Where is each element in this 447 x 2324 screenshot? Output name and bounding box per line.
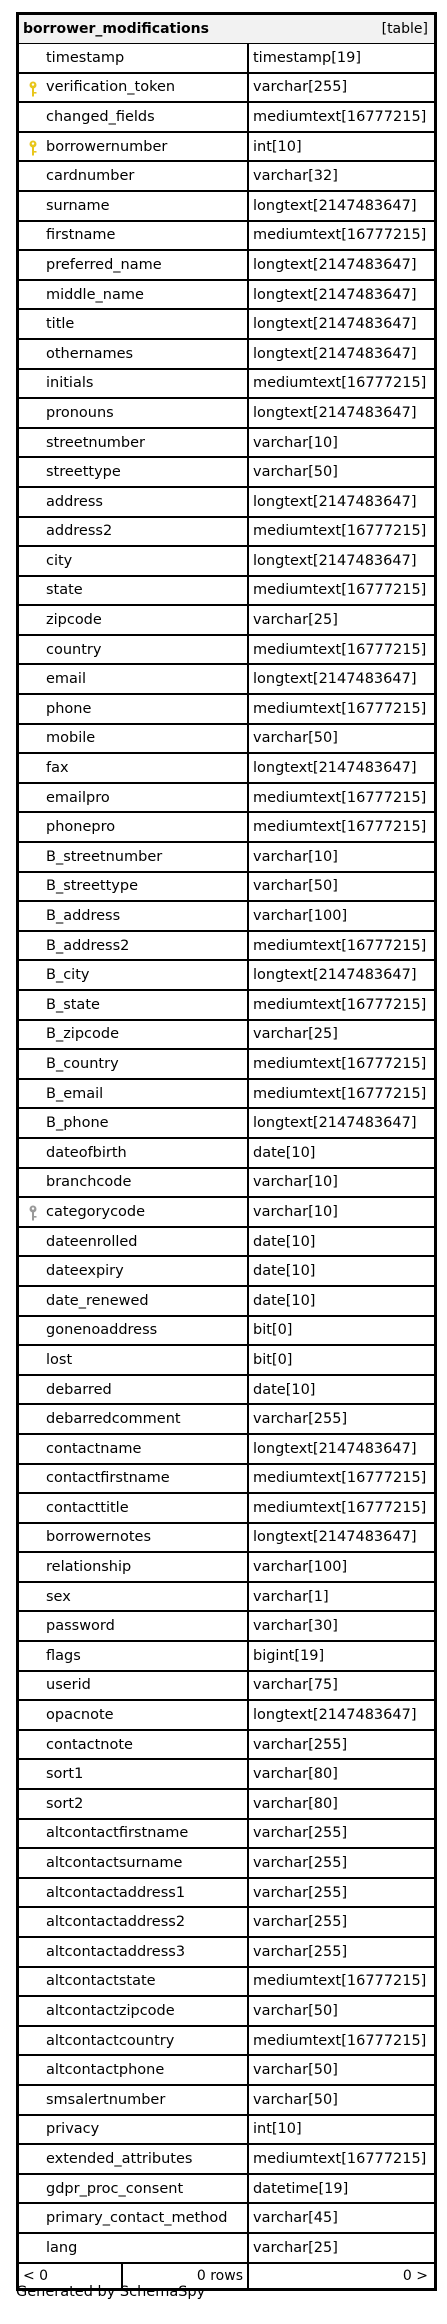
column-name: altcontactzipcode — [19, 1997, 249, 2025]
column-row — [19, 932, 434, 962]
column-row — [19, 1879, 434, 1909]
column-name: lost — [19, 1346, 249, 1374]
column-row — [19, 103, 434, 133]
column-type: varchar[255] — [253, 1825, 348, 1842]
column-row — [19, 162, 434, 192]
column-row — [19, 1672, 434, 1702]
column-type: mediumtext[16777215] — [253, 789, 427, 806]
column-type: int[10] — [253, 2121, 302, 2138]
column-type: varchar[255] — [253, 1855, 348, 1872]
column-name: firstname — [19, 222, 249, 250]
column-type: mediumtext[16777215] — [253, 1085, 427, 1102]
table-name: borrower_modifications — [23, 21, 209, 37]
column-type: varchar[25] — [253, 2239, 338, 2256]
footer-left: < 0 — [19, 2264, 123, 2288]
column-name: password — [19, 1612, 249, 1640]
column-type: longtext[2147483647] — [253, 1529, 417, 1546]
column-row — [19, 192, 434, 222]
column-name: contactname — [19, 1435, 249, 1463]
column-row — [19, 1169, 434, 1199]
column-row — [19, 1376, 434, 1406]
column-type: longtext[2147483647] — [253, 197, 417, 214]
column-row — [19, 1849, 434, 1879]
table-header — [19, 15, 434, 44]
column-name: verification_token — [19, 74, 249, 102]
column-name: B_zipcode — [19, 1021, 249, 1049]
column-row — [19, 1287, 434, 1317]
column-type: mediumtext[16777215] — [253, 375, 427, 392]
column-name: altcontactstate — [19, 1968, 249, 1996]
column-type: varchar[50] — [253, 464, 338, 481]
column-row — [19, 458, 434, 488]
column-type: bit[0] — [253, 1351, 293, 1368]
column-type: mediumtext[16777215] — [253, 819, 427, 836]
column-type: varchar[45] — [253, 2210, 338, 2227]
primary-key-icon — [27, 81, 39, 97]
column-row — [19, 281, 434, 311]
column-row — [19, 547, 434, 577]
column-row — [19, 2116, 434, 2146]
column-type: varchar[255] — [253, 1884, 348, 1901]
column-name: contactfirstname — [19, 1465, 249, 1493]
column-row — [19, 1080, 434, 1110]
column-type: varchar[32] — [253, 168, 338, 185]
column-name: sort2 — [19, 1790, 249, 1818]
column-name: city — [19, 547, 249, 575]
column-name: surname — [19, 192, 249, 220]
column-name: contactnote — [19, 1731, 249, 1759]
column-type: bit[0] — [253, 1322, 293, 1339]
column-row — [19, 340, 434, 370]
column-row — [19, 1435, 434, 1465]
column-type: varchar[10] — [253, 1174, 338, 1191]
column-name: branchcode — [19, 1169, 249, 1197]
column-name: gdpr_proc_consent — [19, 2175, 249, 2203]
column-name: altcontactaddress3 — [19, 1938, 249, 1966]
column-name: sort1 — [19, 1760, 249, 1788]
column-name: date_renewed — [19, 1287, 249, 1315]
column-row — [19, 1198, 434, 1228]
column-row — [19, 1701, 434, 1731]
column-row — [19, 991, 434, 1021]
column-type: mediumtext[16777215] — [253, 2150, 427, 2167]
column-name: B_country — [19, 1050, 249, 1078]
column-name: altcontactaddress2 — [19, 1908, 249, 1936]
column-name: othernames — [19, 340, 249, 368]
column-name: lang — [19, 2234, 249, 2262]
column-type: varchar[25] — [253, 612, 338, 629]
column-row — [19, 577, 434, 607]
column-name: gonenoaddress — [19, 1317, 249, 1345]
column-name: initials — [19, 370, 249, 398]
column-row — [19, 1317, 434, 1347]
column-type: varchar[50] — [253, 2091, 338, 2108]
column-type: bigint[19] — [253, 1647, 325, 1664]
column-row — [19, 2027, 434, 2057]
column-type: timestamp[19] — [253, 49, 361, 66]
column-name: fax — [19, 754, 249, 782]
column-type: date[10] — [253, 1144, 316, 1161]
column-row — [19, 1465, 434, 1495]
column-type: varchar[255] — [253, 79, 348, 96]
column-type: varchar[75] — [253, 1677, 338, 1694]
column-name: opacnote — [19, 1701, 249, 1729]
column-name: middle_name — [19, 281, 249, 309]
column-name: phonepro — [19, 813, 249, 841]
column-type: varchar[100] — [253, 908, 348, 925]
column-type: longtext[2147483647] — [253, 760, 417, 777]
column-type: longtext[2147483647] — [253, 345, 417, 362]
column-name: email — [19, 665, 249, 693]
column-type: longtext[2147483647] — [253, 552, 417, 569]
column-type: mediumtext[16777215] — [253, 1499, 427, 1516]
column-name: B_state — [19, 991, 249, 1019]
column-row — [19, 1109, 434, 1139]
column-row — [19, 1820, 434, 1850]
column-name: altcontactfirstname — [19, 1820, 249, 1848]
column-row — [19, 2234, 434, 2264]
column-row — [19, 429, 434, 459]
column-type: date[10] — [253, 1263, 316, 1280]
column-type: varchar[255] — [253, 1914, 348, 1931]
column-name: debarredcomment — [19, 1405, 249, 1433]
column-row — [19, 222, 434, 252]
column-type: varchar[50] — [253, 878, 338, 895]
column-type: date[10] — [253, 1233, 316, 1250]
column-name: altcontactaddress1 — [19, 1879, 249, 1907]
column-row — [19, 74, 434, 104]
column-type: longtext[2147483647] — [253, 256, 417, 273]
column-row — [19, 725, 434, 755]
column-name: altcontactsurname — [19, 1849, 249, 1877]
column-name: borrowernotes — [19, 1524, 249, 1552]
generated-by-text: Generated by SchemaSpy — [16, 2284, 206, 2300]
column-row — [19, 1139, 434, 1169]
column-row — [19, 636, 434, 666]
column-type: mediumtext[16777215] — [253, 227, 427, 244]
column-type: longtext[2147483647] — [253, 1115, 417, 1132]
column-name: phone — [19, 695, 249, 723]
column-type: varchar[255] — [253, 1736, 348, 1753]
column-name: borrowernumber — [19, 133, 249, 161]
column-name: userid — [19, 1672, 249, 1700]
column-row — [19, 399, 434, 429]
column-row — [19, 2056, 434, 2086]
column-type: varchar[1] — [253, 1588, 329, 1605]
column-name: title — [19, 310, 249, 338]
column-row — [19, 518, 434, 548]
column-row — [19, 1228, 434, 1258]
column-row — [19, 1257, 434, 1287]
column-row — [19, 2204, 434, 2234]
column-row — [19, 695, 434, 725]
column-name: altcontactcountry — [19, 2027, 249, 2055]
column-type: mediumtext[16777215] — [253, 641, 427, 658]
column-name: B_address2 — [19, 932, 249, 960]
column-row — [19, 310, 434, 340]
column-row — [19, 843, 434, 873]
column-row — [19, 1021, 434, 1051]
column-row — [19, 1553, 434, 1583]
column-name: streetnumber — [19, 429, 249, 457]
column-name: B_streettype — [19, 873, 249, 901]
column-type: mediumtext[16777215] — [253, 996, 427, 1013]
column-type: int[10] — [253, 138, 302, 155]
column-row — [19, 1968, 434, 1998]
column-name: relationship — [19, 1553, 249, 1581]
column-type: varchar[80] — [253, 1766, 338, 1783]
column-row — [19, 1731, 434, 1761]
column-type: varchar[10] — [253, 848, 338, 865]
column-type: varchar[100] — [253, 1559, 348, 1576]
column-type: longtext[2147483647] — [253, 1440, 417, 1457]
column-row — [19, 1494, 434, 1524]
column-name: state — [19, 577, 249, 605]
column-row — [19, 1642, 434, 1672]
column-row — [19, 2145, 434, 2175]
column-row — [19, 1524, 434, 1554]
column-list — [19, 44, 434, 2264]
column-type: mediumtext[16777215] — [253, 523, 427, 540]
column-type: mediumtext[16777215] — [253, 1973, 427, 1990]
column-row — [19, 813, 434, 843]
column-type: longtext[2147483647] — [253, 404, 417, 421]
column-name: primary_contact_method — [19, 2204, 249, 2232]
column-row — [19, 1938, 434, 1968]
column-row — [19, 370, 434, 400]
column-name: changed_fields — [19, 103, 249, 131]
column-type: date[10] — [253, 1292, 316, 1309]
column-name: smsalertnumber — [19, 2086, 249, 2114]
column-name: debarred — [19, 1376, 249, 1404]
column-type: varchar[50] — [253, 2062, 338, 2079]
column-type: varchar[80] — [253, 1795, 338, 1812]
column-type: varchar[30] — [253, 1618, 338, 1635]
column-name: emailpro — [19, 784, 249, 812]
column-row — [19, 665, 434, 695]
column-type: longtext[2147483647] — [253, 967, 417, 984]
column-name: cardnumber — [19, 162, 249, 190]
column-name: categorycode — [19, 1198, 249, 1226]
table-node — [16, 12, 437, 2291]
column-type: longtext[2147483647] — [253, 316, 417, 333]
column-name: B_city — [19, 961, 249, 989]
column-type: varchar[50] — [253, 730, 338, 747]
column-row — [19, 1405, 434, 1435]
column-name: preferred_name — [19, 251, 249, 279]
column-row — [19, 133, 434, 163]
column-type: mediumtext[16777215] — [253, 108, 427, 125]
column-type: varchar[50] — [253, 2002, 338, 2019]
column-name: streettype — [19, 458, 249, 486]
column-row — [19, 1790, 434, 1820]
column-row — [19, 1997, 434, 2027]
column-row — [19, 488, 434, 518]
column-type: date[10] — [253, 1381, 316, 1398]
column-row — [19, 1583, 434, 1613]
column-type: mediumtext[16777215] — [253, 700, 427, 717]
column-name: address2 — [19, 518, 249, 546]
column-type: mediumtext[16777215] — [253, 1470, 427, 1487]
column-row — [19, 961, 434, 991]
footer-row-count: 0 rows — [123, 2264, 249, 2288]
column-type: mediumtext[16777215] — [253, 582, 427, 599]
column-name: mobile — [19, 725, 249, 753]
column-type: datetime[19] — [253, 2180, 349, 2197]
footer-right: 0 > — [402, 2267, 428, 2284]
column-row — [19, 2175, 434, 2205]
column-name: dateexpiry — [19, 1257, 249, 1285]
column-name: zipcode — [19, 606, 249, 634]
column-row — [19, 1346, 434, 1376]
column-type: longtext[2147483647] — [253, 493, 417, 510]
column-type: mediumtext[16777215] — [253, 937, 427, 954]
column-name: contacttitle — [19, 1494, 249, 1522]
column-row — [19, 1612, 434, 1642]
column-type: varchar[10] — [253, 1203, 338, 1220]
column-name: address — [19, 488, 249, 516]
column-name: B_email — [19, 1080, 249, 1108]
column-name: B_streetnumber — [19, 843, 249, 871]
column-type: varchar[255] — [253, 1943, 348, 1960]
column-row — [19, 1908, 434, 1938]
column-name: dateofbirth — [19, 1139, 249, 1167]
column-type: mediumtext[16777215] — [253, 1055, 427, 1072]
column-row — [19, 251, 434, 281]
column-name: B_phone — [19, 1109, 249, 1137]
column-name: timestamp — [19, 44, 249, 72]
column-row — [19, 1760, 434, 1790]
column-name: privacy — [19, 2116, 249, 2144]
column-row — [19, 606, 434, 636]
foreign-key-icon — [27, 1205, 39, 1221]
column-type: mediumtext[16777215] — [253, 2032, 427, 2049]
column-row — [19, 2086, 434, 2116]
column-type: longtext[2147483647] — [253, 286, 417, 303]
column-type: longtext[2147483647] — [253, 1707, 417, 1724]
column-name: country — [19, 636, 249, 664]
column-name: altcontactphone — [19, 2056, 249, 2084]
column-row — [19, 873, 434, 903]
column-name: extended_attributes — [19, 2145, 249, 2173]
column-type: varchar[25] — [253, 1026, 338, 1043]
column-name: dateenrolled — [19, 1228, 249, 1256]
column-row — [19, 44, 434, 74]
table-kind: [table] — [381, 21, 428, 37]
column-name: pronouns — [19, 399, 249, 427]
primary-key-icon — [27, 140, 39, 156]
column-row — [19, 784, 434, 814]
column-row — [19, 1050, 434, 1080]
column-name: B_address — [19, 902, 249, 930]
column-type: varchar[10] — [253, 434, 338, 451]
column-row — [19, 902, 434, 932]
column-name: sex — [19, 1583, 249, 1611]
column-type: varchar[255] — [253, 1411, 348, 1428]
column-name: flags — [19, 1642, 249, 1670]
column-type: longtext[2147483647] — [253, 671, 417, 688]
column-row — [19, 754, 434, 784]
